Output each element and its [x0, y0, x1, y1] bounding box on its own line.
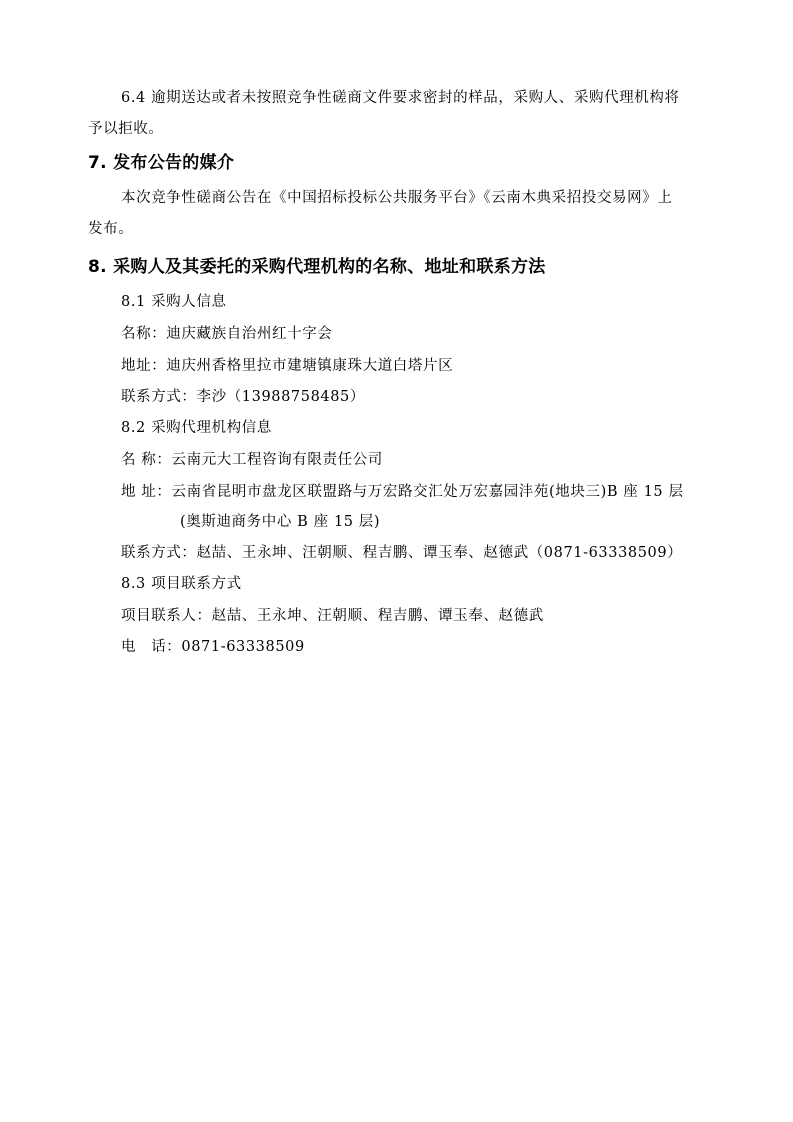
section-8-heading: 8. 采购人及其委托的采购代理机构的名称、地址和联系方法	[88, 257, 546, 277]
agency-address-line1: 地 址：云南省昆明市盘龙区联盟路与万宏路交汇处万宏嘉园沣苑(地块三)B 座 15 层	[121, 484, 684, 500]
section-7-body-line2: 发布。	[88, 221, 134, 237]
agency-contact: 联系方式：赵喆、王永坤、汪朝顺、程吉鹏、谭玉奉、赵德武（0871-63338509）	[121, 545, 683, 561]
item-6-4-line2: 予以拒收。	[88, 121, 164, 137]
section-7-body-line1: 本次竞争性磋商公告在《中国招标投标公共服务平台》《云南木典采招投交易网》上	[121, 190, 673, 206]
item-6-4-line1: 6.4 逾期送达或者未按照竞争性磋商文件要求密封的样品，采购人、采购代理机构将	[121, 90, 680, 106]
agency-address-line2: (奥斯迪商务中心 B 座 15 层)	[180, 514, 381, 530]
purchaser-address: 地址：迪庆州香格里拉市建塘镇康珠大道白塔片区	[121, 358, 454, 374]
project-contacts: 项目联系人：赵喆、王永坤、汪朝顺、程吉鹏、谭玉奉、赵德武	[121, 608, 544, 624]
purchaser-name: 名称：迪庆藏族自治州红十字会	[121, 326, 333, 342]
agency-title: 8.2 采购代理机构信息	[121, 420, 272, 436]
project-title: 8.3 项目联系方式	[121, 576, 242, 592]
purchaser-title: 8.1 采购人信息	[121, 294, 227, 310]
project-phone: 电 话：0871-63338509	[121, 639, 305, 655]
purchaser-contact: 联系方式：李沙（13988758485）	[121, 389, 365, 405]
agency-name: 名 称：云南元大工程咨询有限责任公司	[121, 452, 383, 468]
section-7-heading: 7. 发布公告的媒介	[88, 153, 235, 173]
